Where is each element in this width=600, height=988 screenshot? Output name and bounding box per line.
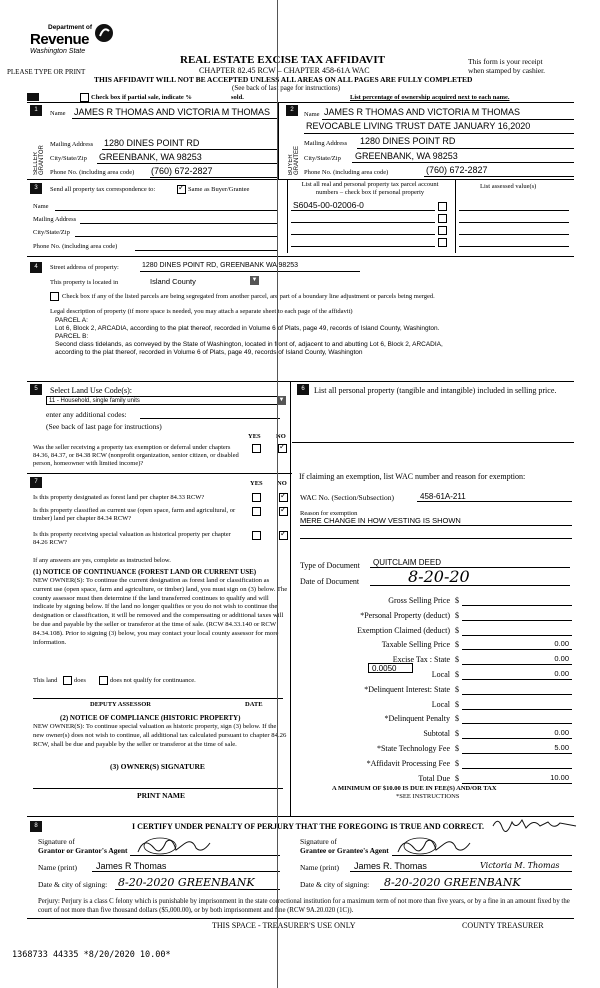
section-6-marker: 6 <box>297 384 309 395</box>
grantee-print-name-2: Victoria M. Thomas <box>480 861 560 870</box>
parcel-a-label: PARCEL A: <box>55 317 88 324</box>
does-checkbox[interactable] <box>63 676 72 685</box>
dollar-sign-icon: $ <box>455 670 459 679</box>
section-5-marker: 5 <box>30 384 42 395</box>
certify-statement: I CERTIFY UNDER PENALTY OF PERJURY THAT THE FOREGOING IS TRUE AND CORRECT. <box>132 822 485 831</box>
dollar-sign-icon: $ <box>455 714 459 723</box>
grantor-sig-label-1: Signature of <box>38 837 75 846</box>
seller-city: GREENBANK, WA 98253 <box>99 152 202 162</box>
logo-line1: Department of <box>48 24 93 31</box>
cashier-stamp: 1368733 44335 *8/20/2020 10.00* <box>12 950 171 960</box>
forest-yes[interactable] <box>252 493 261 502</box>
historic-yes[interactable] <box>252 531 261 540</box>
not-accepted-notice: THIS AFFIDAVIT WILL NOT BE ACCEPTED UNLESS ALL AREAS ON ALL PAGES ARE FULLY COMPLETED <box>94 75 473 84</box>
tax-row-underline <box>462 664 572 665</box>
personal-property-checkbox-1[interactable] <box>438 202 447 211</box>
county-dropdown-icon[interactable]: ▼ <box>251 277 258 283</box>
buyer-city: GREENBANK, WA 98253 <box>355 151 458 161</box>
partial-sale-label: Check box if partial sale, indicate % <box>91 94 192 101</box>
forest-question: Is this property designated as forest land per chapter 84.33 RCW? <box>33 494 205 501</box>
land-use-label: Select Land Use Code(s): <box>50 386 132 395</box>
grantor-date-city: 8-20-2020 GREENBANK <box>118 876 255 889</box>
current-use-question: Is this property classified as current use (open space, farm and agricultural, or timber) land per chapter 84.34 RCW? <box>33 507 236 522</box>
dollar-sign-icon: $ <box>455 774 459 783</box>
tax-row-underline <box>462 768 572 769</box>
additional-codes-label: enter any additional codes: <box>46 410 127 419</box>
tax-row-label: Exemption Claimed (deduct) <box>357 626 450 635</box>
section-7-marker: 7 <box>30 477 42 488</box>
county-select[interactable]: Island County <box>150 277 196 286</box>
see-back-note: (See back of last page for instructions) <box>232 84 341 92</box>
does-label: does <box>74 677 86 684</box>
seller-city-label: City/State/Zip <box>50 155 87 162</box>
please-type: PLEASE TYPE OR PRINT <box>7 68 86 76</box>
corr-city-label: City/State/Zip <box>33 229 70 236</box>
logo-line2: Revenue <box>30 31 90 48</box>
assessed-header: List assessed value(s) <box>480 183 537 190</box>
street-label: Street address of property: <box>50 264 119 271</box>
historic-notice-title: (2) NOTICE OF COMPLIANCE (HISTORIC PROPERTY) <box>60 714 241 722</box>
seller-exemption-question: Was the seller receiving a property tax exemption or deferral under chapters 84.36, 84.37, or 84.38 RCW (nonprofit organization, senior citizen, or disabled person, homeowner with limited income)? <box>33 444 239 467</box>
tax-row-underline <box>462 635 572 636</box>
tax-row-underline <box>462 605 572 606</box>
see-instructions: *SEE INSTRUCTIONS <box>396 793 460 800</box>
legal-description-a: Lot 6, Block 2, ARCADIA, according to the plat thereof, recorded in Volume 6 of Plats, page 49, records of Island County, Washington. <box>55 325 440 332</box>
form-chapter: CHAPTER 82.45 RCW – CHAPTER 458-61A WAC <box>199 66 370 75</box>
tax-row-label: *State Technology Fee <box>376 744 450 753</box>
tax-row-underline <box>462 709 572 710</box>
notice-continuance-body: NEW OWNER(S): To continue the current designation as forest land or classification as current use (open space, farm and agriculture, or timber) land, you must sign on (3) below. The county assessor must then determine if the land transferred continues to qualify and will indicate by signing below. If the land no longer qualifies or you do not wish to continue the designation or classification, it will be removed and the compensating or additional taxes will be due and payable by the seller or transferor at the time of sale. (RCW 84.33.140 or RCW 84.34.108). Prior to signing (3) below, you may contact your local county assessor for more information. <box>33 577 288 646</box>
section-2-marker: 2 <box>286 105 298 116</box>
grantee-sig-label-2: Grantee or Grantee's Agent <box>300 846 389 855</box>
dollar-sign-icon: $ <box>455 700 459 709</box>
doc-date: 8-20-20 <box>408 567 470 586</box>
current-use-no[interactable] <box>279 507 288 516</box>
buyer-city-label: City/State/Zip <box>304 155 341 162</box>
forest-no[interactable] <box>279 493 288 502</box>
tax-row-label: Excise Tax : State <box>392 655 450 664</box>
logo-line3: Washington State <box>30 48 86 55</box>
seller-phone-label: Phone No. (including area code) <box>50 169 135 176</box>
tax-row-value: 0.00 <box>554 669 569 678</box>
grantor-name-label: Name (print) <box>38 863 77 872</box>
tax-row-label: *Affidavit Processing Fee <box>366 759 450 768</box>
parcel-header: List all real and personal property tax parcel account numbers – check box if personal property <box>301 181 439 196</box>
tax-row-underline <box>462 723 572 724</box>
tax-row-value: 0.00 <box>554 728 569 737</box>
forest-yes-header: YES <box>250 480 263 487</box>
doc-date-label: Date of Document <box>300 577 360 586</box>
tax-row-underline <box>462 620 572 621</box>
county-label: This property is located in <box>50 279 119 286</box>
dollar-sign-icon: $ <box>455 596 459 605</box>
seller-exemption-yes[interactable] <box>252 444 261 453</box>
land-use-select[interactable]: 11 - Household, single family units <box>46 396 278 405</box>
this-land-label: This land <box>33 677 58 684</box>
historic-no[interactable] <box>279 531 288 540</box>
forest-no-header: NO <box>277 480 287 487</box>
grantee-name-label: Name (print) <box>300 863 339 872</box>
scan-crease <box>277 0 278 988</box>
same-as-buyer-label: Same as Buyer/Grantee <box>188 186 250 193</box>
logo-swirl-icon <box>94 22 114 44</box>
local-rate: 0.0050 <box>368 663 413 673</box>
seller-address-label: Mailing Address <box>50 141 94 148</box>
receipt-note: This form is your receipt <box>468 57 543 66</box>
receipt-note-2: when stamped by cashier. <box>468 66 546 75</box>
dollar-sign-icon: $ <box>455 744 459 753</box>
seller-address: 1280 DINES POINT RD <box>104 138 200 148</box>
form-title: REAL ESTATE EXCISE TAX AFFIDAVIT <box>180 54 385 66</box>
buyer-address: 1280 DINES POINT RD <box>360 136 456 146</box>
reason-label: Reason for exemption <box>300 510 358 517</box>
grantor-sig-label-2: Grantor or Grantor's Agent <box>38 846 128 855</box>
current-use-yes[interactable] <box>252 507 261 516</box>
historic-question: Is this property receiving special valuation as historical property per chapter 84.26 RCW? <box>33 531 231 546</box>
dollar-sign-icon: $ <box>455 640 459 649</box>
section-1-marker: 1 <box>30 105 42 116</box>
county-treasurer-label: COUNTY TREASURER <box>462 921 544 930</box>
tax-row-label: *Delinquent Penalty <box>384 714 450 723</box>
dollar-sign-icon: $ <box>455 729 459 738</box>
doc-type: QUITCLAIM DEED <box>373 558 442 567</box>
section-0-marker <box>27 93 39 101</box>
grantee-sig-label-1: Signature of <box>300 837 337 846</box>
tax-row-underline <box>462 694 572 695</box>
print-name-label: PRINT NAME <box>137 791 185 800</box>
tax-row-value: 10.00 <box>550 773 569 782</box>
parcel-number: S6045-00-02006-0 <box>293 200 364 210</box>
treasurer-space-label: THIS SPACE - TREASURER'S USE ONLY <box>212 921 356 930</box>
grantee-date-label: Date & city of signing: <box>300 880 370 889</box>
dollar-sign-icon: $ <box>455 655 459 664</box>
exemption-label: If claiming an exemption, list WAC number and reason for exemption: <box>299 472 526 481</box>
seller-side-label: SELLER GRANTOR <box>33 145 45 175</box>
historic-notice-body: NEW OWNER(S): To continue special valuation as historic property, sign (3) below. If the new owner(s) does not wish to continue, all additional tax calculated pursuant to chapter 84.26 RCW, shall be due and payable by the seller or transferor at the time of sale. <box>33 723 287 748</box>
same-as-buyer-checkbox[interactable] <box>177 185 186 194</box>
deputy-assessor-label: DEPUTY ASSESSOR <box>90 701 151 708</box>
parcel-b-label: PARCEL B: <box>55 333 89 340</box>
tax-row-underline <box>462 679 572 680</box>
assessor-date-label: DATE <box>245 701 263 708</box>
segregated-label: Check box if any of the listed parcels are being segregated from another parcel, are part of a boundary line adjustment or parcels being merged. <box>62 293 435 300</box>
seller-name: JAMES R THOMAS AND VICTORIA M THOMAS <box>74 107 271 117</box>
land-use-dropdown-icon[interactable]: ▼ <box>278 397 285 403</box>
wac-number: 458-61A-211 <box>420 492 466 501</box>
seller-name-label: Name <box>50 110 66 117</box>
partial-sale-checkbox[interactable] <box>80 93 89 102</box>
owner-signature-label: (3) OWNER(S) SIGNATURE <box>110 762 205 771</box>
legal-label: Legal description of property (if more space is needed, you may attach a separate sheet to each page of the affidavit) <box>50 308 353 315</box>
seller-phone: (760) 672-2827 <box>151 166 213 176</box>
section-4-marker: 4 <box>30 262 42 273</box>
grantee-date-city: 8-20-2020 GREENBANK <box>384 876 521 889</box>
does-not-checkbox[interactable] <box>99 676 108 685</box>
ownership-note: List percentage of ownership acquired next to each name. <box>350 94 510 101</box>
initials-scribble-icon <box>490 814 580 834</box>
correspondence-label: Send all property tax correspondence to: <box>50 186 156 193</box>
tax-row-label: *Delinquent Interest: State <box>364 685 450 694</box>
buyer-address-label: Mailing Address <box>304 140 348 147</box>
tax-row-label: Local <box>431 670 450 679</box>
grantee-print-name: James R. Thomas <box>354 861 427 871</box>
if-yes-note: If any answers are yes, complete as instructed below. <box>33 557 171 564</box>
buyer-name-label: Name <box>304 111 320 118</box>
minimum-notice: A MINIMUM OF $10.00 IS DUE IN FEE(S) AND/OR TAX <box>332 785 497 792</box>
land-use-see-back: (See back of last page for instructions) <box>46 422 162 431</box>
buyer-name-2: REVOCABLE LIVING TRUST DATE JANUARY 16,2020 <box>306 121 531 131</box>
exemption-reason: MERE CHANGE IN HOW VESTING IS SHOWN <box>300 516 461 525</box>
street-address: 1280 DINES POINT RD, GREENBANK WA 98253 <box>142 262 299 269</box>
corr-name-label: Name <box>33 203 49 210</box>
exemption-no-header: NO <box>276 433 286 440</box>
personal-property-checkbox-3[interactable] <box>438 226 447 235</box>
buyer-phone-label: Phone No. (including area code) <box>304 169 389 176</box>
wac-label: WAC No. (Section/Subsection) <box>300 493 394 502</box>
dollar-sign-icon: $ <box>455 759 459 768</box>
dollar-sign-icon: $ <box>455 611 459 620</box>
tax-row-value: 0.00 <box>554 654 569 663</box>
notice-continuance-title: (1) NOTICE OF CONTINUANCE (FOREST LAND OR CURRENT USE) <box>33 568 257 576</box>
tax-row-label: Local <box>431 700 450 709</box>
section-3-marker: 3 <box>30 183 42 194</box>
dollar-sign-icon: $ <box>455 685 459 694</box>
grantor-date-label: Date & city of signing: <box>38 880 108 889</box>
grantor-print-name: James R Thomas <box>96 861 167 871</box>
legal-description-b2: according to the plat thereof, recorded in Volume 6 of Plats, page 49, records of Island County, Washington <box>55 349 363 356</box>
personal-property-checkbox-4[interactable] <box>438 238 447 247</box>
tax-row-underline <box>462 783 572 784</box>
tax-row-value: 0.00 <box>554 639 569 648</box>
tax-row-underline <box>462 753 572 754</box>
tax-row-underline <box>462 738 572 739</box>
tax-row-label: Gross Selling Price <box>388 596 450 605</box>
legal-description-b1: Second class tidelands, as conveyed by the State of Washington, located in front of, adjacent to and abutting Lot 6, Block 2, ARCADIA, <box>55 341 443 348</box>
segregated-checkbox[interactable] <box>50 292 59 301</box>
tax-row-label: *Personal Property (deduct) <box>360 611 450 620</box>
corr-address-label: Mailing Address <box>33 216 77 223</box>
tax-row-underline <box>462 649 572 650</box>
tax-row-label: Taxable Selling Price <box>381 640 450 649</box>
personal-property-checkbox-2[interactable] <box>438 214 447 223</box>
tax-row-value: 5.00 <box>554 743 569 752</box>
buyer-side-label: BUYER GRANTEE <box>288 145 300 175</box>
exemption-yes-header: YES <box>248 433 261 440</box>
corr-phone-label: Phone No. (including area code) <box>33 243 118 250</box>
section-8-marker: 8 <box>30 821 42 832</box>
sold-label: sold. <box>231 94 244 101</box>
seller-exemption-no[interactable] <box>278 444 287 453</box>
perjury-notice: Perjury: Perjury is a class C felony which is punishable by imprisonment in the state correctional institution for a maximum term of not more than five years, or by a fine in an amount fixed by the court of not more than five thousand dollars ($5,000.00), or by both imprisonment and fine (RCW 9A.20.020 (1C)). <box>38 898 570 914</box>
tax-row-label: Subtotal <box>423 729 450 738</box>
doc-type-label: Type of Document <box>300 561 360 570</box>
does-not-label: does not qualify for continuance. <box>110 677 196 684</box>
buyer-name: JAMES R THOMAS AND VICTORIA M THOMAS <box>324 107 521 117</box>
personal-property-label: List all personal property (tangible and intangible) included in selling price. <box>314 386 557 395</box>
dollar-sign-icon: $ <box>455 626 459 635</box>
buyer-phone: (760) 672-2827 <box>426 165 488 175</box>
dor-logo <box>30 22 130 62</box>
tax-row-label: Total Due <box>418 774 450 783</box>
